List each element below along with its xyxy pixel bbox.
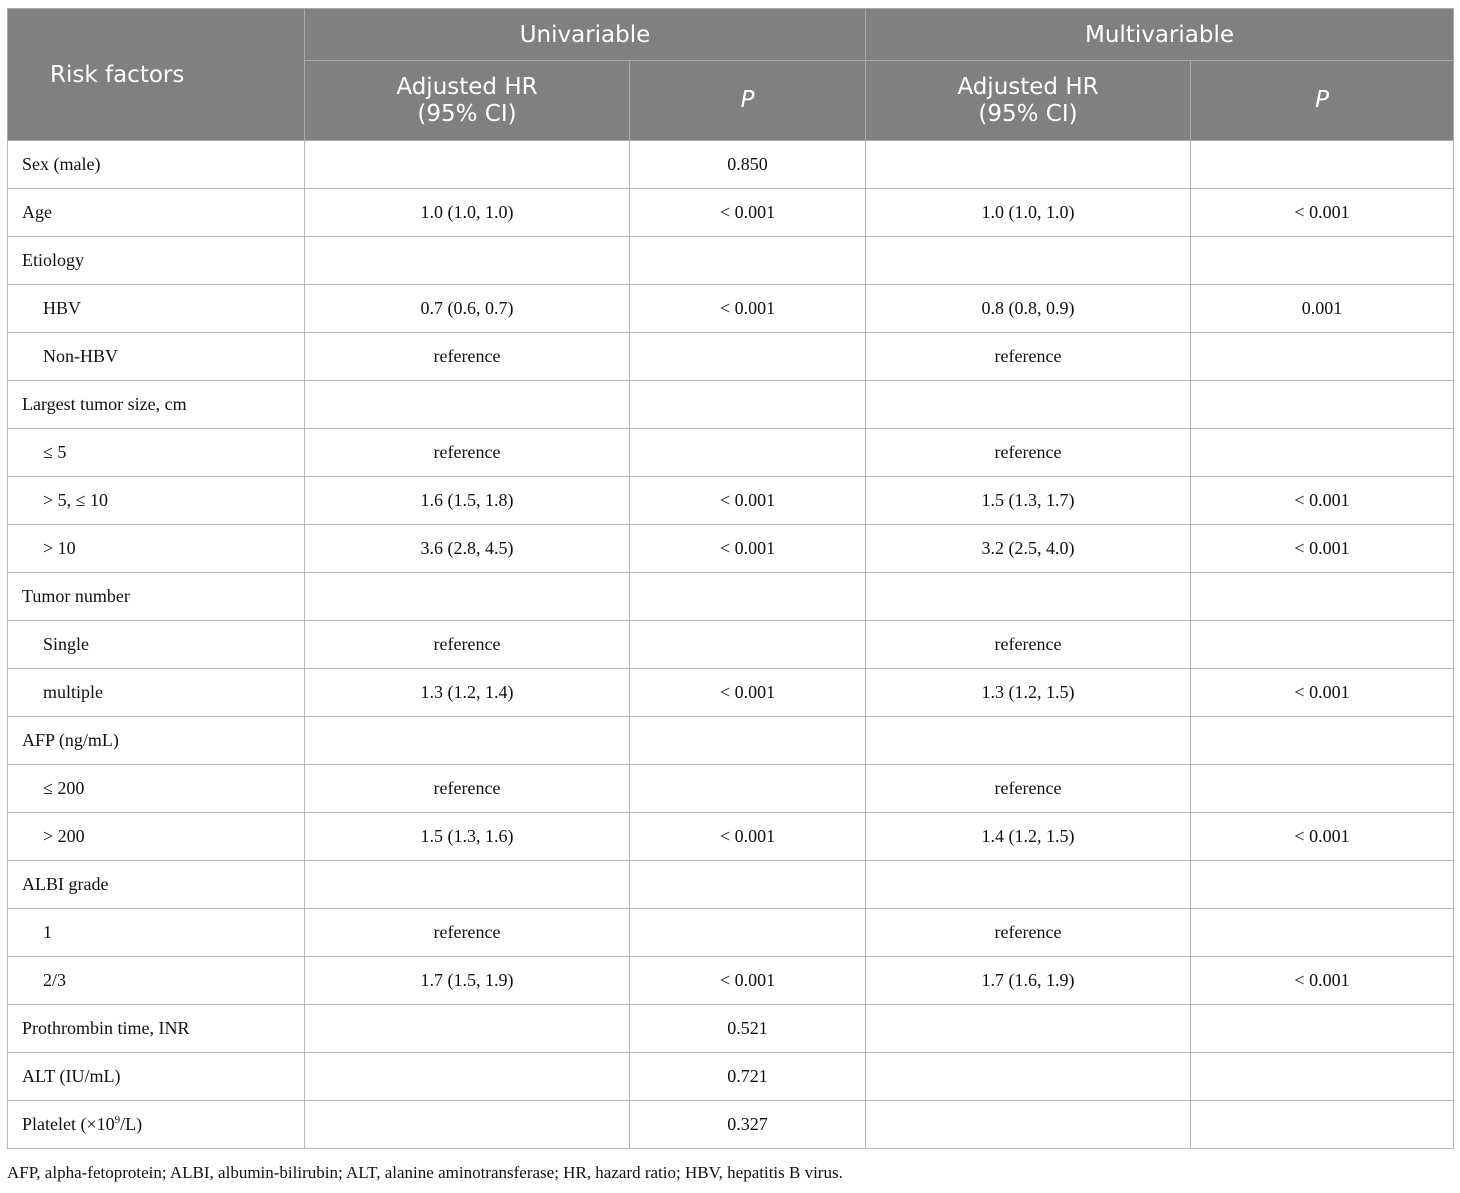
univariable-hr-cell [305, 237, 630, 285]
univariable-p-cell: < 0.001 [630, 669, 866, 717]
univariable-p-cell: 0.521 [630, 1005, 866, 1053]
univariable-p-cell [630, 717, 866, 765]
table-row [8, 813, 1454, 861]
univariable-hr-cell: 1.5 (1.3, 1.6) [305, 813, 630, 861]
platelet-label-exponent: 9 [114, 1114, 121, 1126]
table-row [8, 1053, 1454, 1101]
row-label: Sex (male) [8, 141, 305, 189]
univariable-p-cell: < 0.001 [630, 957, 866, 1005]
multivariable-p-cell [1191, 429, 1454, 477]
multivariable-p-cell [1191, 717, 1454, 765]
multivariable-hr-cell [866, 381, 1191, 429]
multivariable-p-cell [1191, 1053, 1454, 1101]
univariable-p-cell: < 0.001 [630, 285, 866, 333]
univariable-hr-cell [305, 381, 630, 429]
multivariable-p-cell [1191, 333, 1454, 381]
row-label: Largest tumor size, cm [8, 381, 305, 429]
row-label: Etiology [8, 237, 305, 285]
univariable-hr-cell [305, 1101, 630, 1149]
univariable-hr-cell: reference [305, 333, 630, 381]
table-row [8, 525, 1454, 573]
univariable-p-cell: < 0.001 [630, 813, 866, 861]
univariable-p-cell [630, 333, 866, 381]
univariable-hr-cell: 1.7 (1.5, 1.9) [305, 957, 630, 1005]
multivariable-hr-cell: 1.0 (1.0, 1.0) [866, 189, 1191, 237]
multivariable-hr-cell: reference [866, 909, 1191, 957]
univariable-p-cell: 0.327 [630, 1101, 866, 1149]
table-row [8, 957, 1454, 1005]
table-row [8, 717, 1454, 765]
row-label: 2/3 [8, 957, 305, 1005]
univariable-p-cell: 0.721 [630, 1053, 866, 1101]
row-label: ALBI grade [8, 861, 305, 909]
univariable-hr-cell: 1.3 (1.2, 1.4) [305, 669, 630, 717]
table-row [8, 669, 1454, 717]
univariable-hr-cell [305, 573, 630, 621]
row-label: > 5, ≤ 10 [8, 477, 305, 525]
multivariable-p-cell [1191, 621, 1454, 669]
table-row [8, 141, 1454, 189]
multivariable-p-cell: < 0.001 [1191, 957, 1454, 1005]
row-label: multiple [8, 669, 305, 717]
multivariable-hr-cell: 1.3 (1.2, 1.5) [866, 669, 1191, 717]
univariable-p-cell [630, 237, 866, 285]
row-label: ALT (IU/mL) [8, 1053, 305, 1101]
multivariable-p-cell: < 0.001 [1191, 813, 1454, 861]
ci-label: (95% CI) [978, 100, 1078, 127]
univariable-hr-cell [305, 141, 630, 189]
hazard-ratio-table [7, 8, 1454, 1149]
multivariable-p-cell [1191, 141, 1454, 189]
univariable-p-cell [630, 381, 866, 429]
row-label: ≤ 5 [8, 429, 305, 477]
multivariable-hr-cell: 0.8 (0.8, 0.9) [866, 285, 1191, 333]
multivariable-hr-cell [866, 237, 1191, 285]
header-univariable: Univariable [305, 9, 866, 61]
univariable-hr-cell [305, 1005, 630, 1053]
univariable-hr-cell: reference [305, 765, 630, 813]
multivariable-p-cell: < 0.001 [1191, 669, 1454, 717]
univariable-hr-cell: reference [305, 429, 630, 477]
results-table-container [7, 8, 1453, 1149]
table-body [8, 141, 1454, 1149]
row-label: ≤ 200 [8, 765, 305, 813]
row-label: Single [8, 621, 305, 669]
univariable-hr-cell: 1.6 (1.5, 1.8) [305, 477, 630, 525]
multivariable-hr-cell: 1.4 (1.2, 1.5) [866, 813, 1191, 861]
table-row [8, 333, 1454, 381]
table-row [8, 429, 1454, 477]
table-row [8, 861, 1454, 909]
multivariable-hr-cell: reference [866, 765, 1191, 813]
multivariable-p-cell: < 0.001 [1191, 477, 1454, 525]
table-row [8, 1005, 1454, 1053]
multivariable-p-cell [1191, 237, 1454, 285]
univariable-hr-cell: reference [305, 909, 630, 957]
multivariable-hr-cell: reference [866, 333, 1191, 381]
row-label: Prothrombin time, INR [8, 1005, 305, 1053]
univariable-p-cell: < 0.001 [630, 477, 866, 525]
multivariable-hr-cell: 1.5 (1.3, 1.7) [866, 477, 1191, 525]
row-label: AFP (ng/mL) [8, 717, 305, 765]
ci-label: (95% CI) [417, 100, 517, 127]
univariable-hr-cell [305, 861, 630, 909]
univariable-hr-cell: 3.6 (2.8, 4.5) [305, 525, 630, 573]
table-row [8, 381, 1454, 429]
multivariable-p-cell: 0.001 [1191, 285, 1454, 333]
table-row [8, 765, 1454, 813]
univariable-p-cell [630, 909, 866, 957]
row-label: Tumor number [8, 573, 305, 621]
table-row [8, 621, 1454, 669]
univariable-p-cell [630, 573, 866, 621]
row-label: > 200 [8, 813, 305, 861]
multivariable-p-cell: < 0.001 [1191, 189, 1454, 237]
adjusted-hr-label: Adjusted HR [396, 73, 538, 100]
table-row [8, 909, 1454, 957]
table-row-platelet [8, 1101, 1454, 1149]
multivariable-p-cell [1191, 861, 1454, 909]
multivariable-hr-cell [866, 1101, 1191, 1149]
table-row [8, 573, 1454, 621]
multivariable-hr-cell [866, 1053, 1191, 1101]
multivariable-hr-cell: reference [866, 621, 1191, 669]
multivariable-hr-cell [866, 573, 1191, 621]
table-footnote: AFP, alpha-fetoprotein; ALBI, albumin-bilirubin; ALT, alanine aminotransferase; HR, hazard ratio; HBV, hepatitis B virus. [7, 1163, 843, 1182]
platelet-label-text: Platelet (×10 [22, 1114, 115, 1134]
multivariable-hr-cell: 3.2 (2.5, 4.0) [866, 525, 1191, 573]
univariable-p-cell [630, 621, 866, 669]
univariable-p-cell: 0.850 [630, 141, 866, 189]
univariable-hr-cell: 1.0 (1.0, 1.0) [305, 189, 630, 237]
header-univariable-adjusted-hr [305, 61, 630, 141]
univariable-hr-cell [305, 1053, 630, 1101]
univariable-hr-cell [305, 717, 630, 765]
univariable-p-cell [630, 429, 866, 477]
multivariable-hr-cell: 1.7 (1.6, 1.9) [866, 957, 1191, 1005]
table-row [8, 189, 1454, 237]
row-label: Age [8, 189, 305, 237]
header-multivariable: Multivariable [866, 9, 1454, 61]
multivariable-hr-cell: reference [866, 429, 1191, 477]
univariable-p-cell: < 0.001 [630, 189, 866, 237]
row-label: Non-HBV [8, 333, 305, 381]
multivariable-p-cell [1191, 765, 1454, 813]
univariable-p-cell [630, 765, 866, 813]
multivariable-p-cell [1191, 1005, 1454, 1053]
multivariable-p-cell: < 0.001 [1191, 525, 1454, 573]
univariable-hr-cell: 0.7 (0.6, 0.7) [305, 285, 630, 333]
platelet-label-unit: /L) [120, 1114, 143, 1134]
multivariable-hr-cell [866, 717, 1191, 765]
row-label [8, 1101, 305, 1149]
univariable-p-cell: < 0.001 [630, 525, 866, 573]
multivariable-p-cell [1191, 909, 1454, 957]
row-label: HBV [8, 285, 305, 333]
header-univariable-p: P [630, 61, 866, 141]
multivariable-p-cell [1191, 381, 1454, 429]
header-multivariable-p: P [1191, 61, 1454, 141]
adjusted-hr-label: Adjusted HR [957, 73, 1099, 100]
row-label: 1 [8, 909, 305, 957]
multivariable-hr-cell [866, 861, 1191, 909]
multivariable-p-cell [1191, 573, 1454, 621]
table-row [8, 285, 1454, 333]
header-multivariable-adjusted-hr [866, 61, 1191, 141]
table-header [8, 9, 1454, 141]
table-row [8, 237, 1454, 285]
multivariable-p-cell [1191, 1101, 1454, 1149]
univariable-hr-cell: reference [305, 621, 630, 669]
multivariable-hr-cell [866, 141, 1191, 189]
univariable-p-cell [630, 861, 866, 909]
multivariable-hr-cell [866, 1005, 1191, 1053]
row-label: > 10 [8, 525, 305, 573]
table-row [8, 477, 1454, 525]
header-risk-factors: Risk factors [8, 9, 305, 141]
